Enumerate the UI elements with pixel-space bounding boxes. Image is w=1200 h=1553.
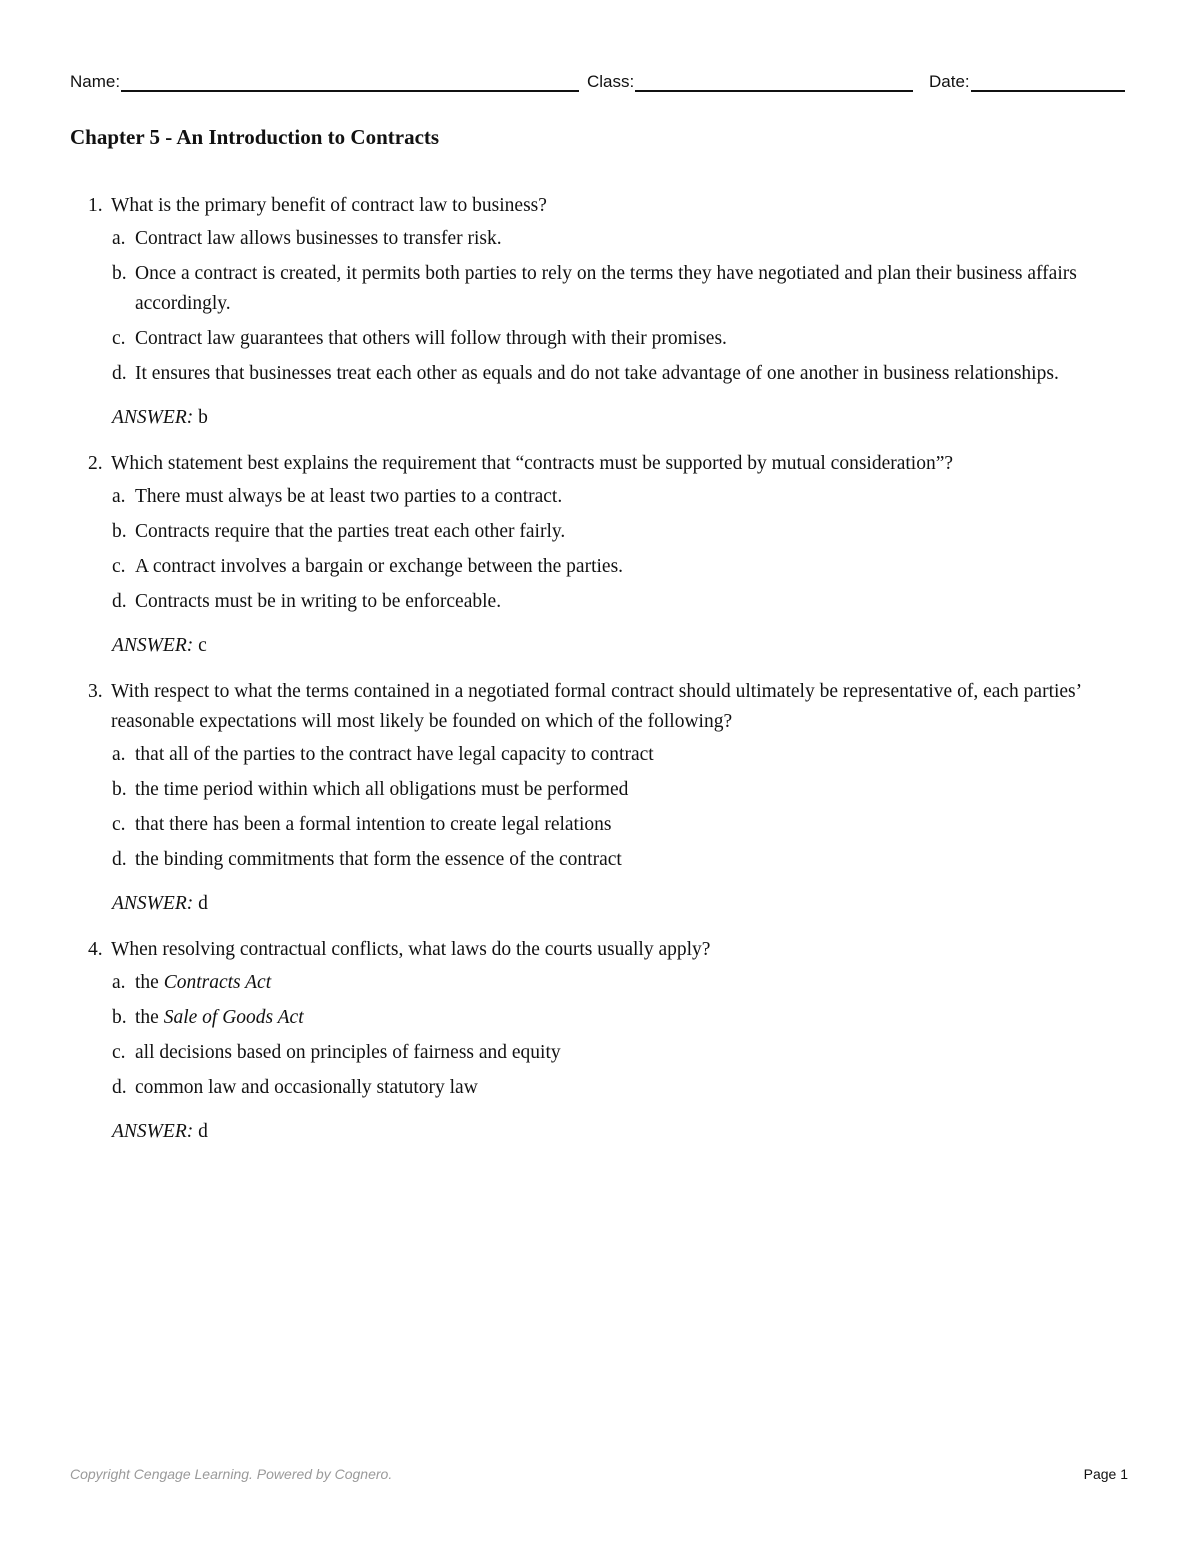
answer-label: ANSWER: (112, 407, 194, 428)
date-blank-line (971, 72, 1125, 92)
option-list (112, 482, 1098, 617)
act-title: Sale of Goods Act (163, 1007, 304, 1028)
answer-value: d (198, 893, 208, 914)
class-label: Class: (587, 72, 635, 91)
option-text: that all of the parties to the contract have legal capacity to contract (135, 744, 654, 765)
option-b (112, 517, 1098, 547)
option-letter: a. (112, 228, 126, 249)
option-a (112, 482, 1098, 512)
option-letter: d. (112, 849, 127, 870)
option-text: Contracts require that the parties treat each other fairly. (135, 521, 566, 542)
option-text (135, 968, 1098, 998)
question-4 (88, 935, 1098, 1147)
option-letter: a. (112, 972, 126, 993)
option-a (112, 740, 1098, 770)
option-text: A contract involves a bargain or exchange between the parties. (135, 556, 624, 577)
option-d (112, 587, 1098, 617)
option-letter: d. (112, 1077, 127, 1098)
date-field (929, 72, 1125, 92)
option-text: common law and occasionally statutory law (135, 1077, 478, 1098)
question-number: 1. (88, 195, 103, 216)
option-text: that there has been a formal intention to create legal relations (135, 814, 612, 835)
option-text: Contract law allows businesses to transfer risk. (135, 228, 502, 249)
option-letter: c. (112, 1042, 126, 1063)
option-text: the time period within which all obligations must be performed (135, 779, 629, 800)
name-label: Name: (70, 72, 121, 91)
option-b (112, 259, 1098, 319)
option-a (112, 968, 1098, 998)
answer-line (112, 889, 1098, 919)
option-text: all decisions based on principles of fairness and equity (135, 1042, 561, 1063)
option-letter: c. (112, 556, 126, 577)
option-b (112, 775, 1098, 805)
option-text: There must always be at least two parties to a contract. (135, 486, 563, 507)
answer-line (112, 403, 1098, 433)
option-letter: c. (112, 328, 126, 349)
option-c (112, 552, 1098, 582)
option-a (112, 224, 1098, 254)
question-text: Which statement best explains the requirement that “contracts must be supported by mutual consideration”? (111, 453, 954, 474)
class-field (587, 72, 913, 92)
option-c (112, 324, 1098, 354)
option-letter: b. (112, 1007, 127, 1028)
option-text (135, 1003, 1098, 1033)
option-letter: a. (112, 486, 126, 507)
question-3 (88, 677, 1098, 919)
answer-label: ANSWER: (112, 1121, 194, 1142)
option-letter: c. (112, 814, 126, 835)
answer-line (112, 631, 1098, 661)
question-2 (88, 449, 1098, 661)
answer-label: ANSWER: (112, 635, 194, 656)
answer-value: d (198, 1121, 208, 1142)
option-letter: b. (112, 779, 127, 800)
act-title: Contracts Act (163, 972, 272, 993)
option-list (112, 740, 1098, 875)
option-text: Contract law guarantees that others will follow through with their promises. (135, 328, 727, 349)
answer-line (112, 1117, 1098, 1147)
option-text: Once a contract is created, it permits both parties to rely on the terms they have negotiated and plan their business affairs accordingly. (135, 263, 1077, 314)
question-text: With respect to what the terms contained in a negotiated formal contract should ultimately be representative of, each parties’ reasonable expectations will most likely be founded on which of the following? (111, 681, 1081, 732)
question-number: 2. (88, 453, 103, 474)
answer-label: ANSWER: (112, 893, 194, 914)
option-c (112, 1038, 1098, 1068)
option-letter: a. (112, 744, 126, 765)
option-prefix: the (135, 972, 164, 993)
name-field (70, 72, 579, 92)
option-list (112, 968, 1098, 1103)
question-text: What is the primary benefit of contract law to business? (111, 195, 547, 216)
option-b (112, 1003, 1098, 1033)
option-letter: b. (112, 521, 127, 542)
option-d (112, 359, 1098, 389)
answer-value: c (198, 635, 207, 656)
question-number: 3. (88, 681, 103, 702)
option-letter: d. (112, 591, 127, 612)
question-1 (88, 191, 1098, 433)
worksheet-header (70, 72, 1130, 98)
option-text: Contracts must be in writing to be enforceable. (135, 591, 502, 612)
date-label: Date: (929, 72, 970, 91)
question-list (88, 191, 1098, 1163)
answer-value: b (198, 407, 208, 428)
question-number: 4. (88, 939, 103, 960)
option-text: It ensures that businesses treat each other as equals and do not take advantage of one another in business relationships. (135, 363, 1059, 384)
option-letter: d. (112, 363, 127, 384)
option-d (112, 1073, 1098, 1103)
question-text: When resolving contractual conflicts, what laws do the courts usually apply? (111, 939, 711, 960)
class-blank-line (635, 72, 913, 92)
chapter-title: Chapter 5 - An Introduction to Contracts (70, 125, 440, 149)
option-letter: b. (112, 263, 127, 284)
option-text: the binding commitments that form the essence of the contract (135, 849, 622, 870)
option-d (112, 845, 1098, 875)
option-list (112, 224, 1098, 389)
footer-copyright: Copyright Cengage Learning. Powered by Cognero. (70, 1466, 393, 1482)
name-blank-line (121, 72, 579, 92)
option-prefix: the (135, 1007, 164, 1028)
footer-page-number: Page 1 (1083, 1466, 1128, 1482)
option-c (112, 810, 1098, 840)
